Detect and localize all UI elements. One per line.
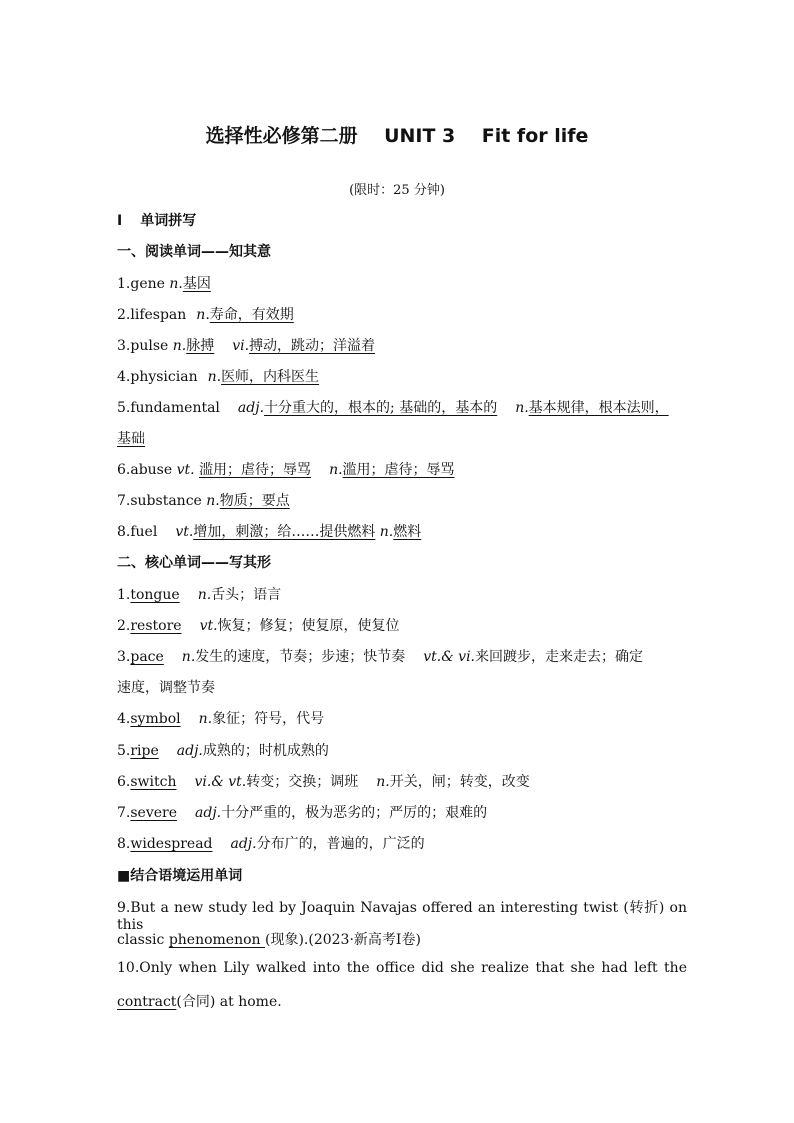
answer-word: restore (130, 618, 182, 634)
item-number: 5. (117, 743, 131, 759)
page-title (0, 121, 794, 148)
item-number: 2. (117, 307, 131, 323)
word-term: abuse (130, 462, 173, 478)
core-item (117, 833, 687, 853)
word-meaning: 十分重大的，根本的; 基础的，基本的 (264, 400, 498, 416)
word-item (117, 459, 687, 479)
word-item (117, 366, 687, 386)
part-of-speech: n. (198, 711, 213, 727)
word-item (117, 521, 687, 541)
word-meaning: 滥用；虐待；辱骂 (199, 462, 312, 478)
core-item (117, 646, 687, 666)
part3-title: ■结合语境运用单词 (117, 868, 243, 884)
item-number: 7. (117, 493, 131, 509)
part-of-speech: n. (172, 338, 187, 354)
part-of-speech: n. (207, 369, 222, 385)
word-term: fundamental (130, 400, 220, 416)
word-meaning: 转变；交换；调班 (246, 774, 359, 790)
item-number: 6. (117, 774, 131, 790)
item-number: 6. (117, 462, 131, 478)
word-term: pulse (130, 338, 169, 354)
word-meaning: 燃料 (393, 524, 422, 540)
word-item-continued (117, 428, 687, 448)
item-number: 3. (117, 649, 131, 665)
word-meaning: 来回踱步，走来走去；确定 (475, 649, 643, 665)
question-text: (现象).(2023·新高考Ⅰ卷) (265, 932, 421, 948)
answer-word: ripe (130, 743, 159, 759)
core-item (117, 584, 687, 604)
title-topic: Fit for life (481, 125, 589, 147)
item-number: 2. (117, 618, 131, 634)
word-meaning: 物质；要点 (219, 493, 290, 509)
part-of-speech: n. (197, 587, 212, 603)
section-heading (117, 210, 687, 230)
word-term: lifespan (130, 307, 187, 323)
word-meaning: 十分严重的，极为恶劣的；严厉的；艰难的 (221, 805, 488, 821)
word-meaning: 舌头；语言 (211, 587, 282, 603)
section-label: Ⅰ (117, 213, 123, 229)
core-item (117, 615, 687, 635)
answer-word: widespread (130, 836, 213, 852)
part-of-speech: n. (181, 649, 196, 665)
item-number: 4. (117, 369, 131, 385)
time-limit: (限时：25 分钟) (349, 183, 445, 198)
question-text: classic (117, 932, 169, 948)
section-title: 单词拼写 (140, 213, 197, 229)
item-number: 5. (117, 400, 131, 416)
word-item (117, 304, 687, 324)
part-of-speech: vi.& vt. (194, 774, 247, 790)
question-9-line1: 9.But a new study led by Joaquin Navajas offered an interesting twist (转折) on this (117, 900, 687, 933)
part-of-speech: adj. (176, 743, 203, 759)
answer-word: severe (130, 805, 178, 821)
part-of-speech: n. (206, 493, 220, 509)
part-of-speech: adj. (237, 400, 265, 416)
word-meaning: 基因 (182, 276, 211, 292)
word-term: fuel (130, 524, 158, 540)
word-meaning: 开关，闸；转变，改变 (389, 774, 530, 790)
question-text: (合同) at home. (176, 994, 282, 1010)
part-of-speech: vt. (175, 524, 194, 540)
item-number: 4. (117, 711, 131, 727)
word-meaning: 滥用；虐待；辱骂 (342, 462, 455, 478)
item-number: 1. (117, 587, 131, 603)
item-number: 7. (117, 805, 131, 821)
part2-title: 二、核心单词——写其形 (117, 555, 271, 571)
word-meaning: 医师，内科医生 (221, 369, 320, 385)
word-item (117, 397, 687, 417)
word-term: physician (130, 369, 198, 385)
answer-word: phenomenon (168, 932, 265, 948)
part-of-speech: n. (169, 276, 183, 292)
part-of-speech: adj. (195, 805, 222, 821)
word-item (117, 490, 687, 510)
core-item-continued (117, 677, 687, 697)
question-10-line2 (117, 991, 687, 1011)
part-of-speech: vt. (176, 462, 195, 478)
core-item (117, 771, 687, 791)
title-cn: 选择性必修第二册 (205, 125, 358, 147)
word-item (117, 273, 687, 293)
word-meaning: 速度，调整节奏 (117, 680, 215, 696)
answer-word: switch (130, 774, 177, 790)
core-item (117, 802, 687, 822)
question-10-line1: 10.Only when Lily walked into the office did she realize that she had left the (117, 960, 687, 976)
answer-word: contract (117, 994, 177, 1010)
word-meaning: 脉搏 (186, 338, 215, 354)
answer-word: symbol (130, 711, 181, 727)
word-meaning: 恢复；修复；使复原，使复位 (217, 618, 400, 634)
word-meaning: 增加，刺激；给……提供燃料 (193, 524, 376, 540)
word-meaning: 分布广的，普遍的，广泛的 (256, 836, 425, 852)
question-9-line2 (117, 929, 687, 949)
part-of-speech: n. (376, 774, 390, 790)
item-number: 8. (117, 524, 131, 540)
part-of-speech: vt. (199, 618, 218, 634)
item-number: 8. (117, 836, 131, 852)
core-item (117, 740, 687, 760)
core-item (117, 708, 687, 728)
word-meaning: 寿命，有效期 (209, 307, 294, 323)
part-of-speech: n. (196, 307, 210, 323)
part-of-speech: adj. (230, 836, 257, 852)
item-number: 1. (117, 276, 131, 292)
word-term: substance (130, 493, 202, 509)
answer-word: pace (130, 649, 164, 665)
word-meaning: 搏动，跳动；洋溢着 (249, 338, 376, 354)
word-meaning: 发生的速度，节奏；步速；快节奏 (195, 649, 406, 665)
word-item (117, 335, 687, 355)
part-of-speech: n. (515, 400, 529, 416)
part-of-speech: n. (329, 462, 343, 478)
part-of-speech: vi. (232, 338, 250, 354)
part-of-speech: n. (379, 524, 394, 540)
word-term: gene (130, 276, 165, 292)
word-meaning: 象征；符号，代号 (212, 711, 325, 727)
answer-word: tongue (130, 587, 180, 603)
part-of-speech: vt.& vi. (423, 649, 475, 665)
word-meaning: 成熟的；时机成熟的 (202, 743, 329, 759)
word-meaning: 基本规律，根本法则， (528, 400, 669, 416)
part1-title: 一、阅读单词——知其意 (117, 244, 271, 260)
item-number: 3. (117, 338, 131, 354)
word-meaning: 基础 (117, 431, 145, 447)
title-unit: UNIT 3 (384, 125, 456, 147)
